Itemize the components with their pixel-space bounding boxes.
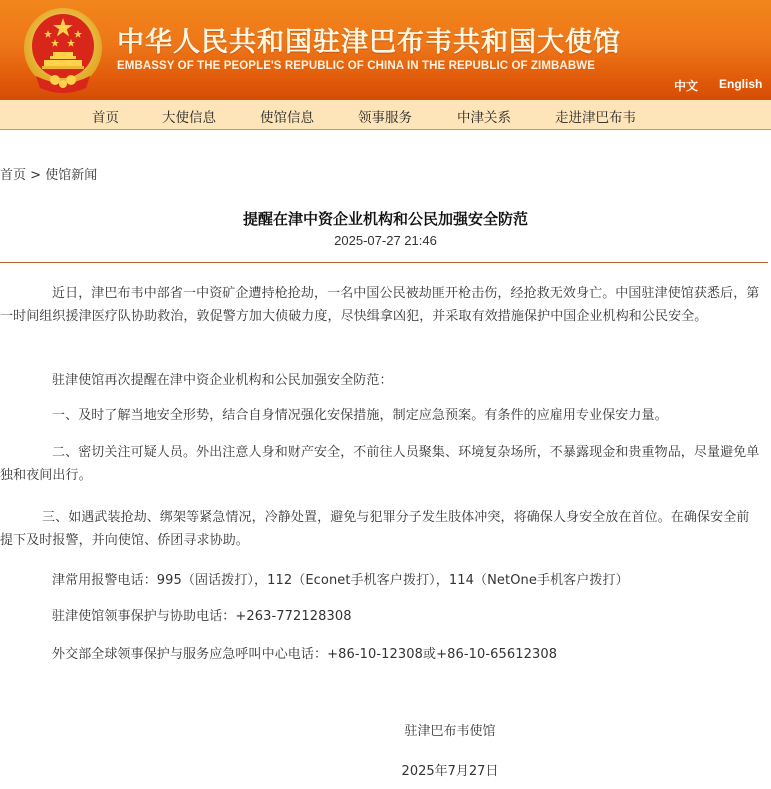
nav-item-ambassador[interactable]: 大使信息 bbox=[162, 110, 216, 126]
nav-item-embassy-info[interactable]: 使馆信息 bbox=[260, 110, 314, 126]
national-emblem-icon[interactable] bbox=[22, 6, 104, 94]
article-paragraph-mfa-hotline: 外交部全球领事保护与服务应急呼叫中心电话：+86-10-12308或+86-10-65612308 bbox=[52, 647, 558, 662]
article-paragraph-5: 三、如遇武装抢劫、绑架等紧急情况，冷静处置，避免与犯罪分子发生肢体冲突，将确保人身安全放在首位。在确保安全前提下及时报警，并向使馆、侨团寻求协助。 bbox=[0, 510, 750, 548]
breadcrumb-separator: > bbox=[30, 168, 42, 183]
site-header bbox=[0, 0, 771, 100]
nav-item-home[interactable]: 首页 bbox=[92, 110, 119, 126]
article-paragraph-1: 近日，津巴布韦中部省一中资矿企遭持枪抢劫，一名中国公民被劫匪开枪击伤，经抢救无效身亡。中国驻津使馆获悉后，第一时间组织援津医疗队协助救治，敦促警方加大侦破力度，尽快缉拿凶犯，并采取有效措施保护中国企业机构和公民安全。 bbox=[0, 286, 760, 324]
breadcrumb-home-link[interactable]: 首页 bbox=[0, 168, 27, 183]
article-datetime: 2025-07-27 21:46 bbox=[334, 233, 437, 248]
title-divider bbox=[0, 262, 768, 263]
breadcrumb-current-link[interactable]: 使馆新闻 bbox=[45, 168, 98, 183]
article-paragraph-3: 一、及时了解当地安全形势，结合自身情况强化安保措施，制定应急预案。有条件的应雇用专业保安力量。 bbox=[52, 408, 668, 423]
article-title: 提醒在津中资企业机构和公民加强安全防范 bbox=[242, 210, 528, 228]
language-chinese-link[interactable]: 中文 bbox=[674, 79, 699, 93]
nav-item-china-zimbabwe-relations[interactable]: 中津关系 bbox=[457, 110, 511, 126]
nav-item-about-zimbabwe[interactable]: 走进津巴布韦 bbox=[555, 110, 636, 126]
article-paragraph-4: 二、密切关注可疑人员。外出注意人身和财产安全，不前往人员聚集、环境复杂场所，不暴露现金和贵重物品，尽量避免单独和夜间出行。 bbox=[0, 445, 760, 483]
nav-item-consular-services[interactable]: 领事服务 bbox=[358, 110, 412, 126]
main-nav bbox=[0, 100, 771, 130]
site-title-en: EMBASSY OF THE PEOPLE'S REPUBLIC OF CHINA IN THE REPUBLIC OF ZIMBABWE bbox=[117, 60, 595, 72]
article-signature: 驻津巴布韦使馆 bbox=[404, 724, 496, 739]
article-sign-date: 2025年7月27日 bbox=[401, 764, 499, 779]
breadcrumb bbox=[0, 164, 97, 183]
article-paragraph-embassy-phone: 驻津使馆领事保护与协助电话：+263-772128308 bbox=[52, 609, 352, 624]
article-paragraph-2: 驻津使馆再次提醒在津中资企业机构和公民加强安全防范： bbox=[52, 373, 393, 388]
language-english-link[interactable]: English bbox=[719, 77, 763, 91]
article-paragraph-emergency-numbers: 津常用报警电话：995（固话拨打），112（Econet手机客户拨打），114（NetOne手机客户拨打） bbox=[52, 573, 629, 588]
site-title-cn: 中华人民共和国驻津巴布韦共和国大使馆 bbox=[117, 27, 621, 58]
